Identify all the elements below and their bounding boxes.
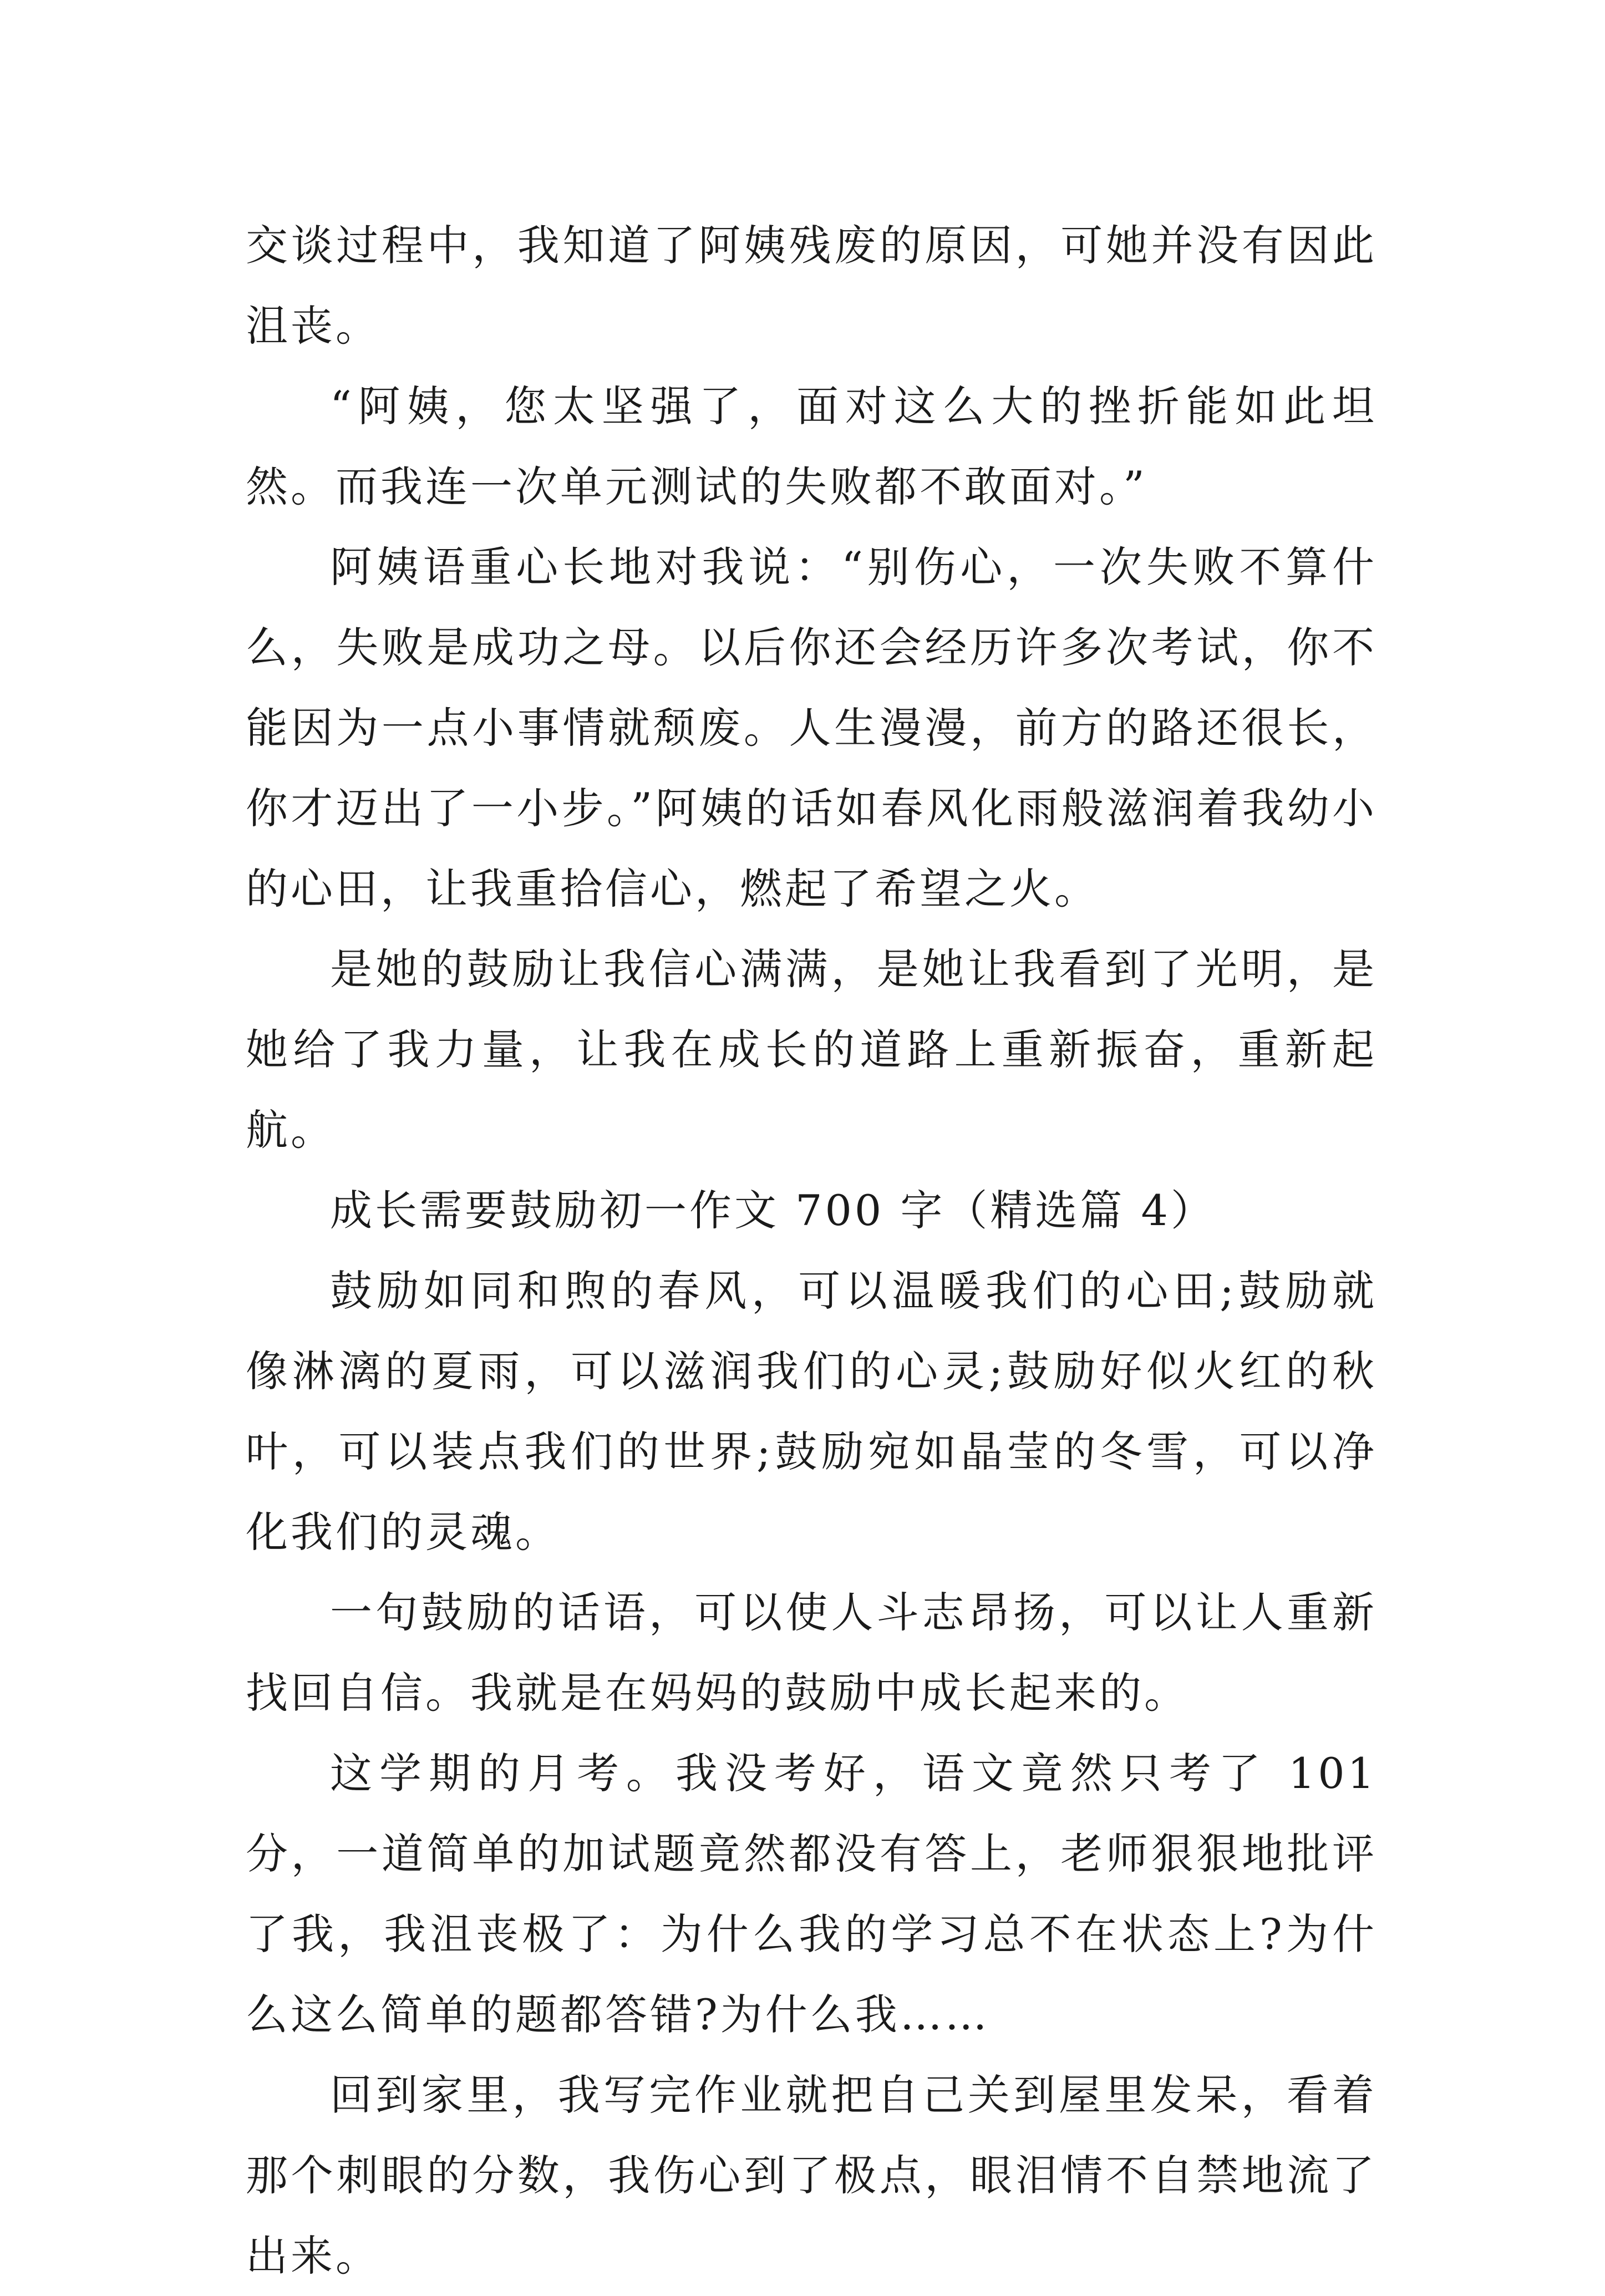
paragraph: 交谈过程中，我知道了阿姨残废的原因，可她并没有因此沮丧。 <box>246 221 1377 351</box>
paragraph: 回到家里，我写完作业就把自己关到屋里发呆，看着那个刺眼的分数，我伤心到了极点，眼泪情不自禁地流了出来。 <box>246 2070 1377 2280</box>
paragraph: 是她的鼓励让我信心满满，是她让我看到了光明，是她给了我力量，让我在成长的道路上重新振奋，重新起航。 <box>246 944 1377 1155</box>
paragraph: 鼓励如同和煦的春风，可以温暖我们的心田;鼓励就像淋漓的夏雨，可以滋润我们的心灵;鼓励好似火红的秋叶，可以装点我们的世界;鼓励宛如晶莹的冬雪，可以净化我们的灵魂。 <box>246 1266 1377 1557</box>
section-heading: 成长需要鼓励初一作文 700 字（精选篇 4） <box>330 1186 1216 1235</box>
paragraph: 这学期的月考。我没考好，语文竟然只考了 101 分，一道简单的加试题竟然都没有答上，老师狠狠地批评了我，我沮丧极了：为什么我的学习总不在状态上?为什么这么简单的题都答错?为什么我…… <box>246 1749 1377 2039</box>
paragraph: 阿姨语重心长地对我说：“别伤心，一次失败不算什么，失败是成功之母。以后你还会经历许多次考试，你不能因为一点小事情就颓废。人生漫漫，前方的路还很长，你才迈出了一小步。”阿姨的话如春风化雨般滋润着我幼小的心田，让我重拾信心，燃起了希望之火。 <box>246 542 1377 913</box>
paragraph: 一句鼓励的话语，可以使人斗志昂扬，可以让人重新找回自信。我就是在妈妈的鼓励中成长起来的。 <box>246 1588 1377 1718</box>
paragraph: “阿姨，您太坚强了，面对这么大的挫折能如此坦然。而我连一次单元测试的失败都不敢面对。” <box>246 382 1377 511</box>
document-body <box>246 205 1377 2296</box>
